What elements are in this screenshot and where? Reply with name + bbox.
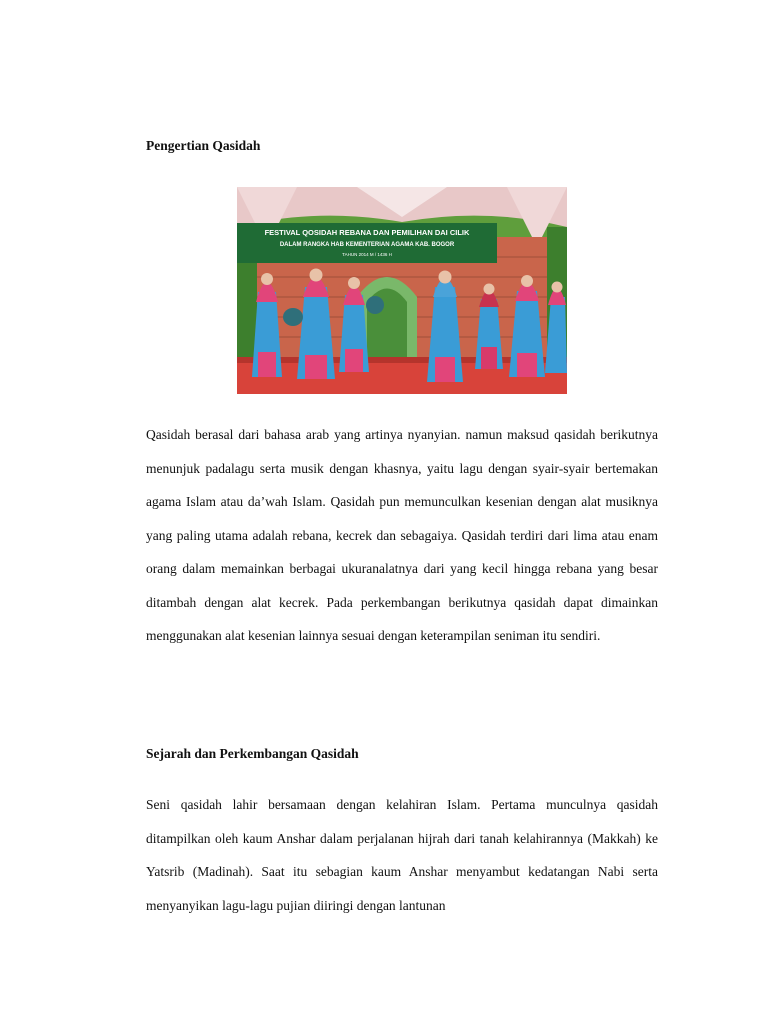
banner-text-line2: DALAM RANGKA HAB KEMENTERIAN AGAMA KAB. BOGOR xyxy=(279,242,455,248)
banner-text-line3: TAHUN 2014 M / 1436 H xyxy=(342,252,392,257)
section-heading-sejarah: Sejarah dan Perkembangan Qasidah xyxy=(146,746,359,761)
section-heading-pengertian: Pengertian Qasidah xyxy=(146,138,261,153)
paragraph-pengertian: Qasidah berasal dari bahasa arab yang artinya nyanyian. namun maksud qasidah berikutnya menunjuk padalagu serta musik dengan khasnya, yaitu lagu dengan syair-syair bertemakan agama Islam atau da’wah Islam. Qasidah pun memunculkan kesenian dengan alat musiknya yang paling utama adalah rebana, kecrek dan sebagaiya. Qasidah terdiri dari lima atau enam orang dalam memainkan berbagai ukuranalatnya dari yang kecil hingga rebana yang besar ditambah dengan alat kecrek. Pada perkembangan berikutnya qasidah dapat dimainkan menggunakan alat kesenian lainnya sesuai dengan keterampilan seniman itu sendiri. xyxy=(146,427,658,643)
paragraph-sejarah: Seni qasidah lahir bersamaan dengan kelahiran Islam. Pertama munculnya qasidah ditampilkan oleh kaum Anshar dalam perjalanan hijrah dari tanah kelahirannya (Makkah) ke Yatsrib (Madinah). Saat itu sebagian kaum Anshar menyambut kedatangan Nabi serta menyanyikan lagu-lagu pujian diiringi dengan lantunan xyxy=(146,797,658,913)
banner-text-line1: FESTIVAL QOSIDAH REBANA DAN PEMILIHAN DAI CILIK xyxy=(264,228,470,237)
qasidah-performance-photo xyxy=(237,187,567,394)
